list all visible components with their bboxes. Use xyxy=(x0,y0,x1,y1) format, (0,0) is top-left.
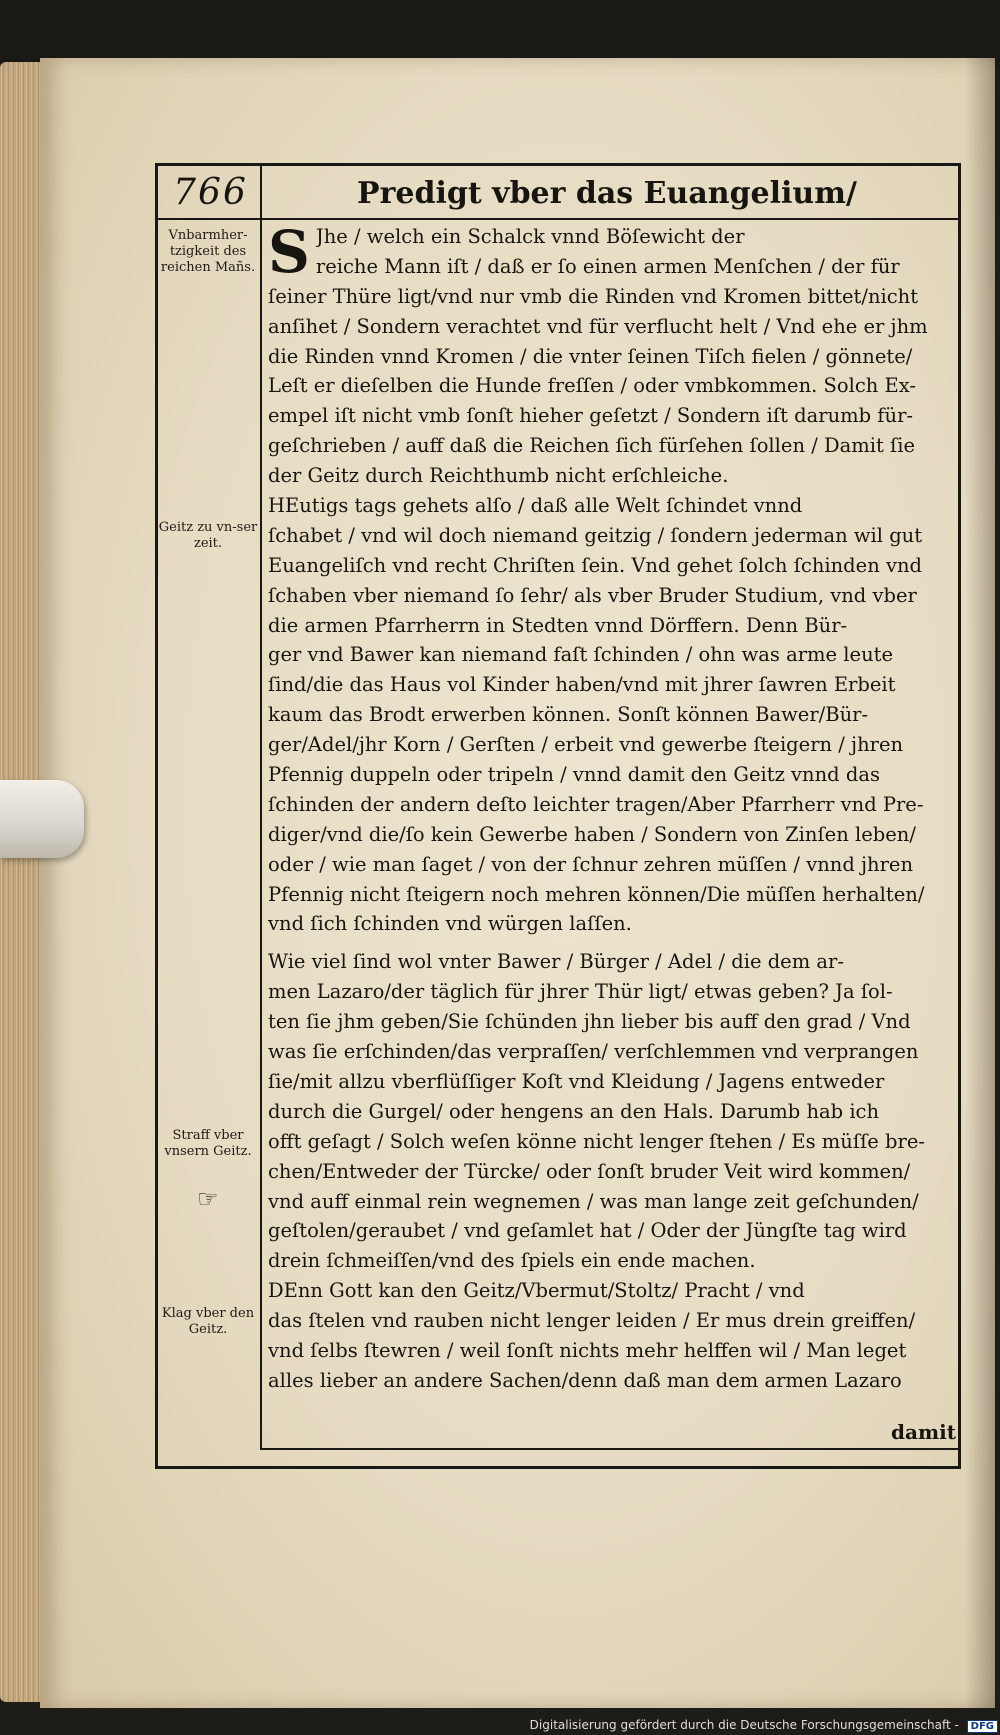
text-line: vnd ſich ſchinden vnd würgen laſſen. xyxy=(268,912,632,936)
text-line: oder / wie man ſaget / von der ſchnur zehren müſſen / vnnd jhren xyxy=(268,852,914,876)
page-clip xyxy=(0,780,84,858)
text-line: durch die Gurgel/ oder hengens an den Hals. Darumb hab ich xyxy=(268,1099,880,1123)
text-line: HEutigs tags gehets alſo / daß alle Welt ſchindet vnnd xyxy=(268,494,803,518)
text-line: ſind/die das Haus vol Kinder haben/vnd mit jhrer ſawren Erbeit xyxy=(268,673,896,697)
running-head: Predigt vber das Euangelium/ xyxy=(357,176,857,211)
text-line: reiche Mann iſt / daß er ſo einen armen Menſchen / der für xyxy=(315,254,900,278)
text-line: chen/Entweder der Türcke/ oder ſonſt bruder Veit wird kommen/ xyxy=(268,1159,911,1183)
text-line: Euangeliſch vnd recht Chriſten ſein. Vnd gehet ſolch ſchinden vnd xyxy=(268,553,923,577)
page-number: 766 xyxy=(173,172,248,213)
text-line: vnd auff einmal rein wegnemen / was man lange zeit geſchunden/ xyxy=(268,1189,919,1213)
text-line: men Lazaro/der täglich für jhrer Thür ligt/ etwas geben? Ja ſol- xyxy=(268,980,893,1004)
catchword: damit xyxy=(891,1420,956,1444)
text-line: ſchinden der andern deſto leichter tragen/Aber Pfarrherr vnd Pre- xyxy=(268,792,924,816)
text-line: Leſt er dieſelben die Hunde freſſen / oder vmbkommen. Solch Ex- xyxy=(268,374,917,398)
paragraph-1 xyxy=(268,218,952,491)
paragraph-gap xyxy=(268,939,952,947)
digitization-credit xyxy=(0,1718,998,1733)
text-line: drein ſchmeiſſen/vnd des ſpiels ein ende machen. xyxy=(268,1249,756,1273)
text-line: ſie/mit allzu vberflüſſiger Koſt vnd Kleidung / Jagens entweder xyxy=(268,1069,885,1093)
text-line: anſihet / Sondern verachtet vnd für verflucht helt / Vnd ehe er jhm xyxy=(268,314,928,338)
drop-cap: S xyxy=(268,218,310,286)
body-text xyxy=(268,218,952,1396)
text-line: DEnn Gott kan den Geitz/Vbermut/Stoltz/ Pracht / vnd xyxy=(268,1279,805,1303)
margin-note: Straff vber vnsern Geitz. xyxy=(164,1128,252,1159)
margin-note: Geitz zu vn-ser zeit. xyxy=(158,520,258,551)
text-line: diger/vnd die/ſo kein Gewerbe haben / Sondern von Zinſen leben/ xyxy=(268,822,916,846)
text-line: kaum das Brodt erwerben können. Sonſt können Bawer/Bür- xyxy=(268,703,869,727)
credit-text: Digitalisierung gefördert durch die Deutsche Forschungsgemeinschaft - xyxy=(529,1718,959,1732)
text-line: Pfennig duppeln oder tripeln / vnnd damit den Geitz vnnd das xyxy=(268,763,880,787)
text-line: ger/Adel/jhr Korn / Gerſten / erbeit vnd gewerbe ſteigern / jhren xyxy=(268,733,904,757)
text-line: der Geitz durch Reichthumb nicht erſchleiche. xyxy=(268,464,729,488)
text-line: die Rinden vnnd Kromen / die vnter ſeinen Tiſch fielen / gönnete/ xyxy=(268,344,913,368)
spine-shadow xyxy=(965,58,995,1708)
text-line: offt geſagt / Solch weſen könne nicht lenger ſtehen / Es müſſe bre- xyxy=(268,1129,925,1153)
text-line: ſeiner Thüre ligt/vnd nur vmb die Rinden vnd Kromen bittet/nicht xyxy=(268,284,919,308)
text-line: alles lieber an andere Sachen/denn daß man dem armen Lazaro xyxy=(268,1368,902,1392)
text-line: ger vnd Bawer kan niemand faſt ſchinden / ohn was arme leute xyxy=(268,643,893,667)
margin-note: Klag vber den Geitz. xyxy=(161,1306,255,1337)
text-line: was ſie erſchinden/das verpraſſen/ verſchlemmen vnd verprangen xyxy=(268,1040,919,1064)
text-line: ten ſie jhm geben/Sie ſchünden jhn lieber bis auff den grad / Vnd xyxy=(268,1010,911,1034)
paragraph-3 xyxy=(268,947,952,1276)
paragraph-4 xyxy=(268,1276,952,1396)
text-line: Jhe / welch ein Schalck vnnd Böſewicht der xyxy=(315,225,745,248)
text-line: geſchrieben / auff daß die Reichen ſich fürſehen ſollen / Damit ſie xyxy=(268,434,915,458)
text-line: empel iſt nicht vmb ſonſt hieher geſetzt / Sondern iſt darumb für- xyxy=(268,404,913,428)
text-line: Wie viel ſind wol vnter Bawer / Bürger / Adel / die dem ar- xyxy=(268,950,844,974)
text-line: ſchaben vber niemand ſo ſehr/ als vber Bruder Studium, vnd vber xyxy=(268,583,917,607)
margin-note: Vnbarmher-tzigkeit des reichen Mañs. xyxy=(160,228,256,275)
dfg-logo: DFG xyxy=(967,1720,998,1733)
text-line: vnd ſelbs ſtewren / weil ſonſt nichts mehr helffen wil / Man leget xyxy=(268,1338,907,1362)
text-line: das ſtelen vnd rauben nicht lenger leiden / Er mus drein greiffen/ xyxy=(268,1309,916,1333)
paragraph-2 xyxy=(268,491,952,939)
margin-column-rule xyxy=(260,166,262,1448)
text-line: die armen Pfarrherrn in Stedten vnnd Dörffern. Denn Bür- xyxy=(268,613,848,637)
text-line: ſchabet / vnd wil doch niemand geitzig / ſondern jederman wil gut xyxy=(268,523,923,547)
text-line: geſtolen/geraubet / vnd geſamlet hat / Oder der Jüngſte tag wird xyxy=(268,1219,907,1243)
footer-rule xyxy=(260,1448,958,1450)
pointing-hand-icon: ☞ xyxy=(197,1185,219,1213)
text-line: Pfennig nicht ſteigern noch mehren können/Die müſſen herhalten/ xyxy=(268,882,925,906)
